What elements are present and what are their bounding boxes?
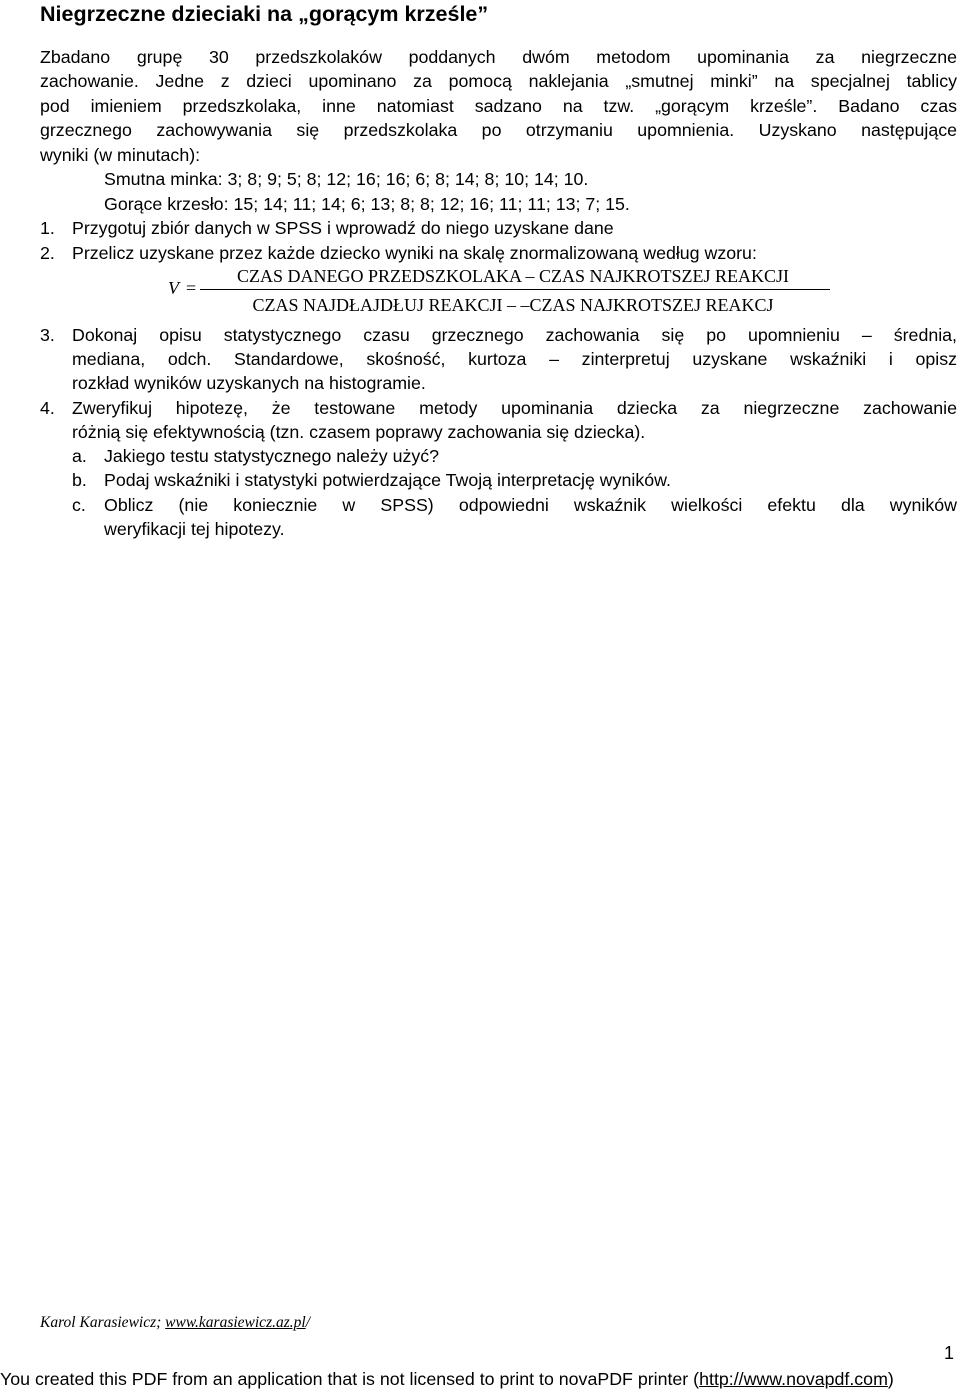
- task-4c-line-1: Oblicz (nie koniecznie w SPSS) odpowiedni wskaźnik wielkości efektu dla wyników: [104, 495, 957, 515]
- novapdf-link[interactable]: http://www.novapdf.com: [699, 1369, 888, 1389]
- footer-author: [40, 1313, 310, 1333]
- task-4-line-1: Zweryfikuj hipotezę, że testowane metody upominania dziecka za niegrzeczne zachowanie: [72, 398, 957, 418]
- task-3-line-1: Dokonaj opisu statystycznego czasu grzecznego zachowania się po upomnieniu – średnia,: [72, 325, 957, 345]
- formula-numerator: CZAS DANEGO PRZEDSZKOLAKA – CZAS NAJKROTSZEJ REAKCJI: [236, 266, 790, 286]
- task-2-number: 2.: [40, 243, 55, 263]
- intro-line-5: wyniki (w minutach):: [40, 145, 201, 165]
- footer-author-suffix: /: [305, 1314, 310, 1331]
- task-4c-line-2: weryfikacji tej hipotezy.: [104, 519, 285, 539]
- task-3-line-2: mediana, odch. Standardowe, skośność, kurtoza – zinterpretuj uzyskane wskaźniki i opisz: [72, 349, 957, 369]
- task-2-text: Przelicz uzyskane przez każde dziecko wyniki na skalę znormalizowaną według wzoru:: [72, 243, 757, 263]
- data-line-smutna-minka: Smutna minka: 3; 8; 9; 5; 8; 12; 16; 16; 6; 8; 14; 8; 10; 14; 10.: [104, 169, 589, 189]
- task-4b-letter: b.: [72, 470, 87, 490]
- task-1-text: Przygotuj zbiór danych w SPSS i wprowadź do niego uzyskane dane: [72, 218, 614, 238]
- task-3-line-3: rozkład wyników uzyskanych na histogramie.: [72, 373, 426, 393]
- task-1-number: 1.: [40, 218, 55, 238]
- novapdf-notice-suffix: ): [887, 1369, 894, 1389]
- task-4-line-2: różnią się efektywnością (tzn. czasem poprawy zachowania się dziecka).: [72, 422, 646, 442]
- task-4a-letter: a.: [72, 446, 87, 466]
- task-4c-letter: c.: [72, 495, 86, 515]
- fraction-bar: [200, 289, 830, 290]
- task-4b-text: Podaj wskaźniki i statystyki potwierdzające Twoją interpretację wyników.: [104, 470, 671, 490]
- document-title: Niegrzeczne dzieciaki na „gorącym krześle”: [40, 2, 489, 26]
- intro-line-4: grzecznego zachowywania się przedszkolaka po otrzymaniu upomnienia. Uzyskano następujące: [40, 120, 957, 140]
- formula-denominator: CZAS NAJDŁAJDŁUJ REAKCJI – –CZAS NAJKROTSZEJ REAKCJ: [252, 295, 774, 315]
- data-line-gorace-krzeslo: Gorące krzesło: 15; 14; 11; 14; 6; 13; 8; 8; 12; 16; 11; 11; 13; 7; 15.: [104, 194, 630, 214]
- page-number: 1: [944, 1343, 955, 1363]
- formula-lhs: V: [168, 278, 179, 298]
- intro-line-2: zachowanie. Jedne z dzieci upominano za pomocą naklejania „smutnej minki” na specjalnej tablicy: [40, 71, 957, 91]
- footer-author-name: Karol Karasiewicz;: [40, 1314, 166, 1331]
- task-4-number: 4.: [40, 398, 55, 418]
- task-4a-text: Jakiego testu statystycznego należy użyć?: [104, 446, 440, 466]
- novapdf-notice-text: You created this PDF from an application that is not licensed to print to novaPDF printer (: [0, 1369, 700, 1389]
- intro-line-1: Zbadano grupę 30 przedszkolaków poddanych dwóm metodom upominania za niegrzeczne: [40, 47, 957, 67]
- intro-line-3: pod imieniem przedszkolaka, inne natomiast sadzano na tzw. „gorącym krześle”. Badano czas: [40, 96, 957, 116]
- footer-author-link[interactable]: www.karasiewicz.az.pl: [165, 1314, 306, 1331]
- novapdf-notice: [0, 1368, 894, 1390]
- task-3-number: 3.: [40, 325, 55, 345]
- formula-equals: =: [186, 278, 197, 298]
